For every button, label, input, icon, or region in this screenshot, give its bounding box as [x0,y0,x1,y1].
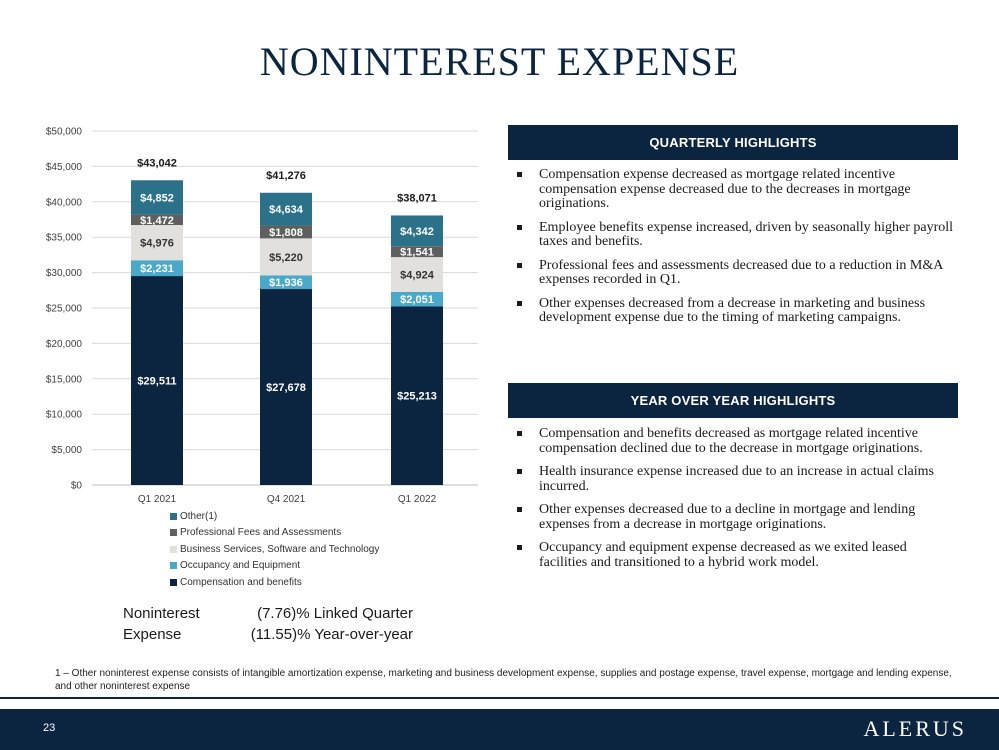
x-tick-label: Q1 2021 [137,494,177,505]
summary-label-line1: Noninterest [123,605,200,622]
data-label: $25,213 [397,390,437,403]
legend-swatch [170,529,177,536]
data-label: $4,924 [400,269,434,282]
y-tick-label: $20,000 [45,338,82,350]
y-tick-label: $0 [70,480,82,492]
yoy-bullets [508,427,958,570]
legend-label: Business Services, Software and Technology [180,543,380,555]
data-label: $4,342 [400,225,434,238]
summary-label-line2: Expense [123,626,182,643]
yoy-highlights-panel [508,383,958,579]
footnote: 1 – Other noninterest expense consists of intangible amortization expense, marketing and business development expense, supplies and postage expense, travel expense, mortgage and lending expense, and other noninterest expense [55,668,952,692]
y-tick-label: $10,000 [45,409,82,421]
y-tick-label: $45,000 [45,161,82,173]
yoy-bullet: Occupancy and equipment expense decreased as we exited leased facilities and transitioned to a hybrid work model. [508,541,958,570]
quarterly-bullet: Other expenses decreased from a decrease in marketing and business development expense due to the timing of marketing campaigns. [508,297,958,326]
page-title: NONINTEREST EXPENSE [259,39,740,84]
yoy-bullet: Other expenses decreased due to a decline in mortgage and lending expenses from a decrease in mortgage originations. [508,503,958,532]
legend-label: Professional Fees and Assessments [180,527,342,539]
legend-item [170,541,379,558]
legend-label: Occupancy and Equipment [180,560,301,572]
quarterly-bullet: Employee benefits expense increased, driven by seasonally higher payroll taxes and benefits. [508,221,958,250]
legend-item [170,508,379,525]
quarterly-highlights-panel [508,125,958,335]
legend-swatch [170,562,177,569]
data-label: $4,976 [140,237,174,250]
expense-summary [123,603,413,645]
y-tick-label: $15,000 [45,374,82,386]
total-label: $43,042 [137,157,177,170]
y-tick-label: $35,000 [45,232,82,244]
x-tick-label: Q1 2022 [397,494,437,505]
yoy-highlights-header: YEAR OVER YEAR HIGHLIGHTS [508,383,958,418]
total-label: $41,276 [266,169,306,182]
legend-swatch [170,579,177,586]
yoy-bullet: Compensation and benefits decreased as mortgage related incentive compensation declined due to the decrease in mortgage originations. [508,427,958,456]
y-tick-label: $40,000 [45,197,82,209]
y-tick-label: $25,000 [45,303,82,315]
data-label: $5,220 [269,251,303,264]
summary-year-over-year: (11.55)% Year-over-year [250,626,413,643]
y-tick-label: $50,000 [45,126,82,138]
legend-item [170,574,379,591]
quarterly-bullets [508,168,958,326]
data-label: $27,678 [266,382,306,395]
data-label: $4,634 [269,204,303,217]
data-label: $1,808 [269,226,303,239]
x-tick-label: Q4 2021 [266,494,306,505]
data-label: $29,511 [137,375,177,388]
data-label: $2,231 [140,263,174,276]
page-number: 23 [43,722,56,734]
data-label: $2,051 [400,294,434,307]
legend-item [170,525,379,542]
data-label: $4,852 [140,192,174,205]
data-label: $1,541 [400,246,434,259]
footer-rule [0,697,999,699]
quarterly-bullet: Compensation expense decreased as mortgage related incentive compensation expense decreased due to the decreases in mortgage originations. [508,168,958,212]
legend-swatch [170,513,177,520]
summary-linked-quarter: (7.76)% Linked Quarter [257,605,413,622]
data-label: $1,936 [269,277,303,290]
y-tick-label: $30,000 [45,268,82,280]
legend-item [170,558,379,575]
chart-legend [170,508,379,591]
footer-bar [0,709,999,750]
y-tick-label: $5,000 [51,445,82,457]
legend-label: Other(1) [180,510,218,522]
yoy-bullet: Health insurance expense increased due to an increase in actual claims incurred. [508,465,958,494]
alerus-logo: ALERUS [863,716,967,741]
total-label: $38,071 [397,192,437,205]
quarterly-highlights-header: QUARTERLY HIGHLIGHTS [508,125,958,160]
legend-swatch [170,546,177,553]
data-label: $1,472 [140,214,174,227]
legend-label: Compensation and benefits [180,576,302,588]
quarterly-bullet: Professional fees and assessments decreased due to a reduction in M&A expenses recorded in Q1. [508,259,958,288]
